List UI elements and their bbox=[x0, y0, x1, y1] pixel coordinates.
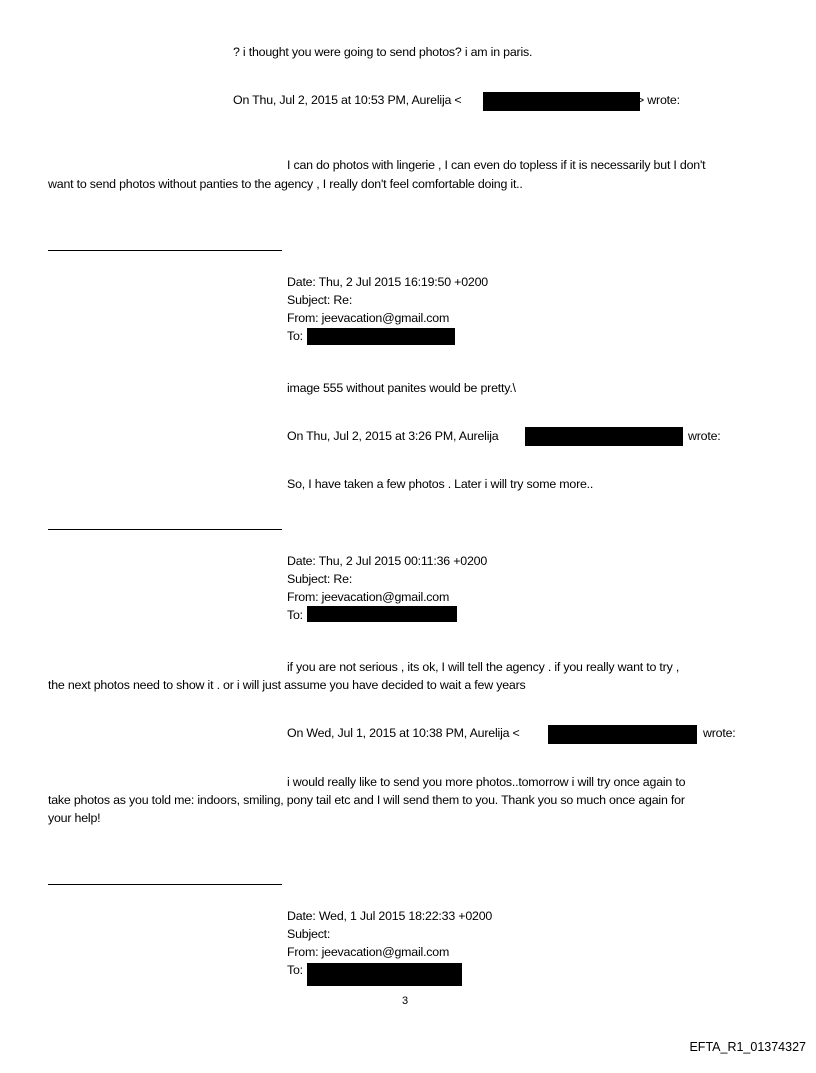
redaction-box bbox=[307, 606, 457, 622]
header-from: From: jeevacation@gmail.com bbox=[287, 945, 450, 959]
header-to: To: bbox=[287, 963, 303, 977]
message-line: want to send photos without panties to the agency , I really don't feel comfortable doing it.. bbox=[48, 177, 523, 191]
message-line: take photos as you told me: indoors, smiling, pony tail etc and I will send them to you. Thank you so much once again for bbox=[48, 793, 685, 807]
header-subject: Subject: Re: bbox=[287, 293, 353, 307]
redaction-box bbox=[483, 92, 640, 111]
divider bbox=[48, 529, 282, 530]
redaction-box bbox=[548, 725, 697, 744]
message-line: i would really like to send you more photos..tomorrow i will try once again to bbox=[287, 775, 686, 789]
message-line: the next photos need to show it . or i will just assume you have decided to wait a few years bbox=[48, 678, 526, 692]
header-date: Date: Wed, 1 Jul 2015 18:22:33 +0200 bbox=[287, 909, 493, 923]
quote-header: On Thu, Jul 2, 2015 at 10:53 PM, Aurelija < bbox=[233, 93, 462, 107]
message-line: I can do photos with lingerie , I can even do topless if it is necessarily but I don't bbox=[287, 158, 706, 172]
message-line: So, I have taken a few photos . Later i will try some more.. bbox=[287, 477, 594, 491]
header-from: From: jeevacation@gmail.com bbox=[287, 590, 450, 604]
message-line: your help! bbox=[48, 811, 101, 825]
quote-header-suffix: > wrote: bbox=[637, 93, 680, 107]
bates-number: EFTA_R1_01374327 bbox=[689, 1040, 806, 1054]
header-to: To: bbox=[287, 329, 303, 343]
header-to: To: bbox=[287, 608, 303, 622]
page-number: 3 bbox=[402, 995, 408, 1007]
divider bbox=[48, 884, 282, 885]
redaction-box bbox=[525, 427, 683, 446]
redaction-box bbox=[307, 963, 462, 986]
header-date: Date: Thu, 2 Jul 2015 00:11:36 +0200 bbox=[287, 554, 488, 568]
header-date: Date: Thu, 2 Jul 2015 16:19:50 +0200 bbox=[287, 275, 488, 289]
redaction-box bbox=[307, 328, 455, 345]
quote-header: On Thu, Jul 2, 2015 at 3:26 PM, Aurelija bbox=[287, 429, 499, 443]
divider bbox=[48, 250, 282, 251]
header-from: From: jeevacation@gmail.com bbox=[287, 311, 450, 325]
message-line: image 555 without panites would be pretty.\ bbox=[287, 381, 516, 395]
message-line: if you are not serious , its ok, I will tell the agency . if you really want to try , bbox=[287, 660, 680, 674]
quote-header: On Wed, Jul 1, 2015 at 10:38 PM, Aurelija < bbox=[287, 726, 520, 740]
quote-header-suffix: wrote: bbox=[703, 726, 736, 740]
message-line: ? i thought you were going to send photos? i am in paris. bbox=[233, 45, 533, 59]
header-subject: Subject: Re: bbox=[287, 572, 353, 586]
quote-header-suffix: wrote: bbox=[688, 429, 721, 443]
header-subject: Subject: bbox=[287, 927, 331, 941]
